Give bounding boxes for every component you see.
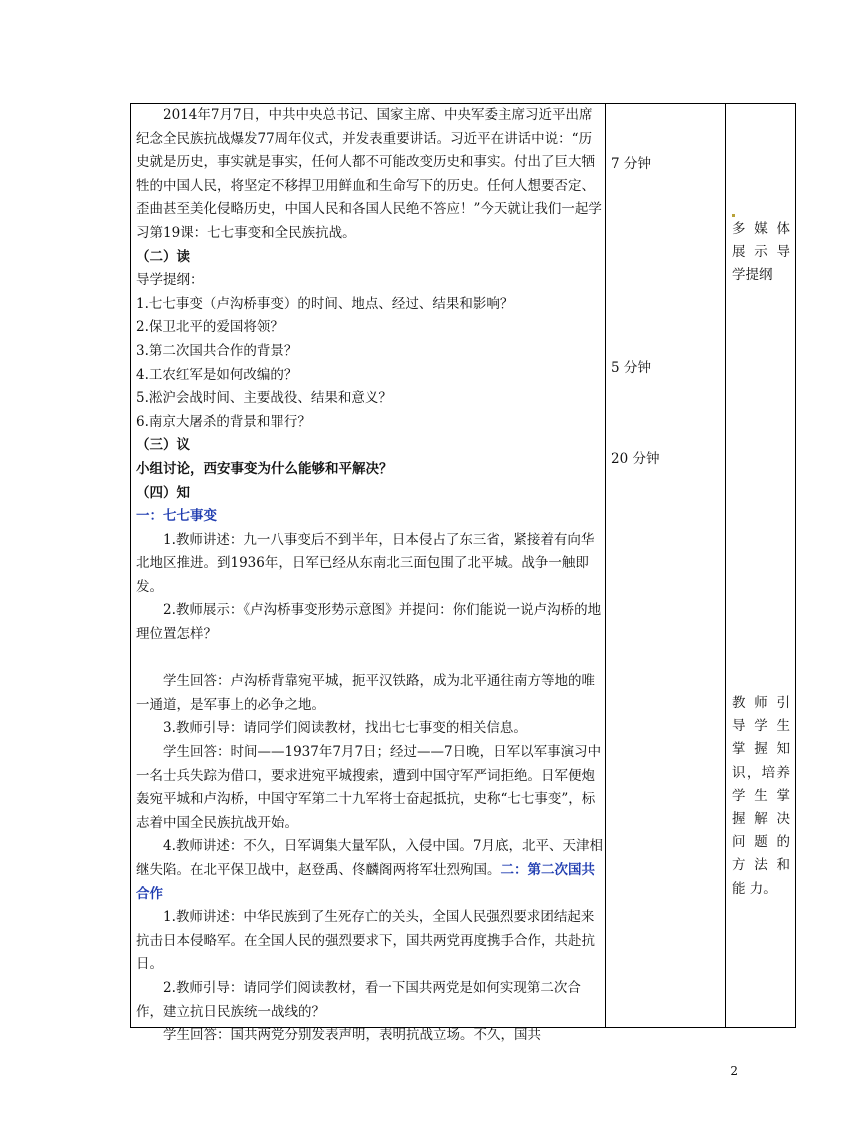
page-number: 2 xyxy=(730,1064,738,1078)
time-label: 5 分钟 xyxy=(611,360,651,376)
marker-dot xyxy=(732,214,735,217)
guide-question: 3.第二次国共合作的背景？ xyxy=(136,342,298,359)
content-paragraph: 学生回答：卢沟桥背靠宛平城，扼平汉铁路，成为北平通往南方等地的唯一通道，是军事上的必争之地。 xyxy=(136,673,595,713)
note-line: 识，培养 xyxy=(732,764,790,781)
note-line: 教 师 引 xyxy=(732,695,790,711)
paragraph-text: 4.教师讲述：不久，日军调集大量军队，入侵中国。7月底，北平、天津相继失陷。在北平保卫战中，赵登禹、佟麟阁两将军壮烈殉国。 xyxy=(136,838,603,878)
guide-question: 1.七七事变（卢沟桥事变）的时间、地点、经过、结果和影响？ xyxy=(136,295,514,312)
content-paragraph xyxy=(136,835,604,906)
guide-question: 2.保卫北平的爱国将领？ xyxy=(136,319,284,336)
blank-line xyxy=(136,647,604,671)
content-paragraph: 2.教师展示：《卢沟桥事变形势示意图》并提问：你们能说一说卢沟桥的地理位置怎样？ xyxy=(136,602,602,643)
column-divider xyxy=(725,104,726,1027)
note-multimedia xyxy=(732,218,790,288)
time-label: 7 分钟 xyxy=(611,156,651,172)
note-line: 学 生 掌 xyxy=(732,787,790,804)
section-heading-know: （四）知 xyxy=(136,484,190,501)
note-line: 握 解 决 xyxy=(732,811,790,828)
lesson-table xyxy=(130,103,796,1044)
guide-label: 导学提纲： xyxy=(136,272,204,289)
teaching-content-column xyxy=(136,104,604,1048)
note-line: 掌 握 知 xyxy=(732,741,790,758)
note-guidance xyxy=(732,692,790,901)
note-line: 能 力。 xyxy=(732,880,777,897)
note-line: 学提纲 xyxy=(732,267,773,284)
section-heading-read: （二）读 xyxy=(136,248,190,265)
content-paragraph: 学生回答：国共两党分别发表声明，表明抗战立场。不久，国共 xyxy=(163,1027,541,1044)
topic-heading: 二：第二次国共合作 xyxy=(136,862,595,902)
note-line: 展 示 导 xyxy=(732,244,790,261)
content-paragraph: 1.教师讲述：中华民族到了生死存亡的关头，全国人民强烈要求团结起来抗击日本侵略军。在全国人民的强烈要求下，国共两党再度携手合作，共赴抗日。 xyxy=(136,909,595,973)
topic-heading: 一：七七事变 xyxy=(136,508,217,525)
content-paragraph: 2.教师引导：请同学们阅读教材，看一下国共两党是如何实现第二次合作，建立抗日民族统一战线的？ xyxy=(136,979,581,1020)
guide-question: 5.淞沪会战时间、主要战役、结果和意义？ xyxy=(136,390,392,407)
guide-question: 4.工农红军是如何改编的？ xyxy=(136,366,298,383)
column-divider xyxy=(605,104,606,1027)
note-line: 方 法 和 xyxy=(732,857,790,874)
time-label: 20 分钟 xyxy=(611,451,660,467)
note-line: 多 媒 体 xyxy=(732,221,790,237)
guide-question: 6.南京大屠杀的背景和罪行？ xyxy=(136,413,311,430)
section-heading-discuss: （三）议 xyxy=(136,437,190,454)
note-line: 导 学 生 xyxy=(732,718,790,735)
discussion-question: 小组讨论，西安事变为什么能够和平解决？ xyxy=(136,460,393,477)
content-paragraph: 3.教师引导：请同学们阅读教材，找出七七事变的相关信息。 xyxy=(163,720,527,737)
content-paragraph: 1.教师讲述：九一八事变后不到半年，日本侵占了东三省，紧接着有向华北地区推进。到1936年，日军已经从东南北三面包围了北平城。战争一触即发。 xyxy=(136,531,595,595)
content-paragraph: 学生回答：时间——1937年7月7日；经过——7日晚，日军以军事演习中一名士兵失踪为借口，要求进宛平城搜索，遭到中国守军严词拒绝。日军便炮轰宛平城和卢沟桥，中国守军第二十九军将士奋起抵抗，史称“七七事变”，标志着中国全民族抗战开始。 xyxy=(136,744,602,831)
intro-paragraph: 2014年7月7日，中共中央总书记、国家主席、中央军委主席习近平出席纪念全民族抗战爆发77周年仪式，并发表重要讲话。习近平在讲话中说：“历史就是历史，事实就是事实，任何人都不可能改变历史和事实。付出了巨大牺牲的中国人民，将坚定不移捍卫用鲜血和生命写下的历史。任何人想要否定、歪曲甚至美化侵略历史，中国人民和各国人民绝不答应！”今天就让我们一起学习第19课：七七事变和全民族抗战。 xyxy=(136,107,602,241)
note-line: 问 题 的 xyxy=(732,834,790,851)
